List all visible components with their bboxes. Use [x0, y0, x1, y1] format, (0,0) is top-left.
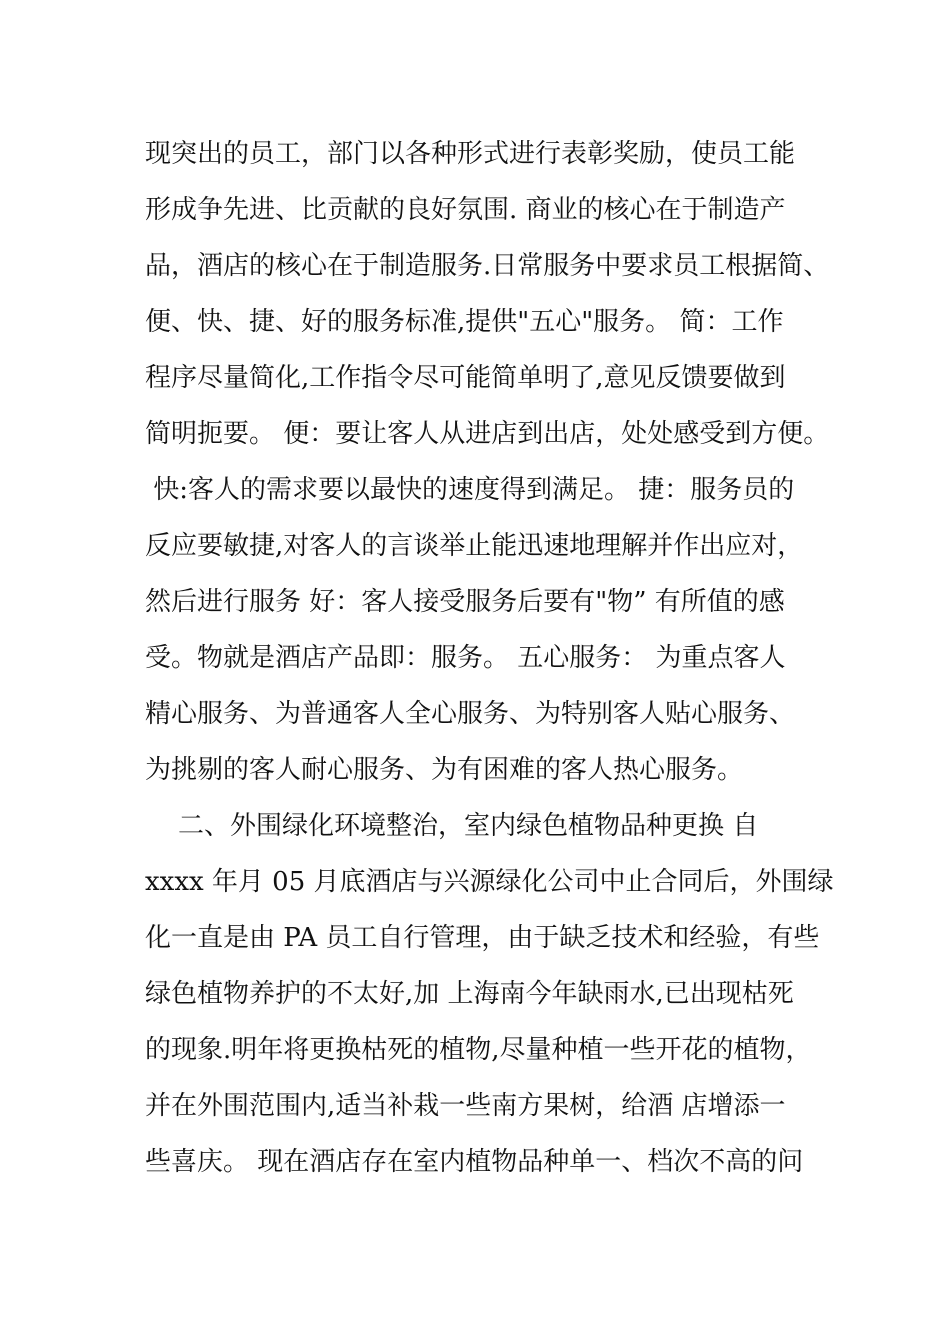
text-line: 形成争先进、比贡献的良好氛围. 商业的核心在于制造产 — [145, 195, 786, 225]
text-line: 现突出的员工，部门以各种形式进行表彰奖励，使员工能 — [145, 139, 796, 169]
text-line: 并在外围范围内,适当补栽一些南方果树，给酒 店增添一 — [145, 1091, 786, 1121]
text-line: 快:客人的需求要以最快的速度得到满足。 捷：服务员的 — [145, 475, 795, 505]
text-line: 反应要敏捷,对客人的言谈举止能迅速地理解并作出应对， — [145, 531, 804, 561]
text-line: 受。物就是酒店产品即：服务。 五心服务： 为重点客人 — [145, 643, 786, 673]
text-line: 的现象.明年将更换枯死的植物,尽量种植一些开花的植物， — [145, 1035, 812, 1065]
text-line: 然后进行服务 好：客人接受服务后要有"物” 有所值的感 — [145, 587, 785, 617]
section-heading-line: 二、外围绿化环境整治，室内绿色植物品种更换 自 — [145, 811, 759, 841]
text-line: xxxx 年月 05 月底酒店与兴源绿化公司中止合同后，外围绿 — [145, 867, 834, 897]
text-line: 绿色植物养护的不太好,加 上海南今年缺雨水,已出现枯死 — [145, 979, 794, 1009]
text-line: 简明扼要。 便：要让客人从进店到出店，处处感受到方便。 — [145, 419, 830, 449]
text-line: 品，酒店的核心在于制造服务.日常服务中要求员工根据简、 — [145, 251, 830, 281]
text-line: 精心服务、为普通客人全心服务、为特别客人贴心服务、 — [145, 699, 796, 729]
text-line: 化一直是由 PA 员工自行管理，由于缺乏技术和经验，有些 — [145, 923, 820, 953]
text-line: 程序尽量简化,工作指令尽可能简单明了,意见反馈要做到 — [145, 363, 786, 393]
text-line: 便、快、捷、好的服务标准,提供"五心"服务。 简：工作 — [145, 307, 784, 337]
text-line: 些喜庆。 现在酒店存在室内植物品种单一、档次不高的问 — [145, 1147, 804, 1177]
body-text — [145, 126, 835, 1190]
text-line: 为挑剔的客人耐心服务、为有困难的客人热心服务。 — [145, 755, 744, 785]
